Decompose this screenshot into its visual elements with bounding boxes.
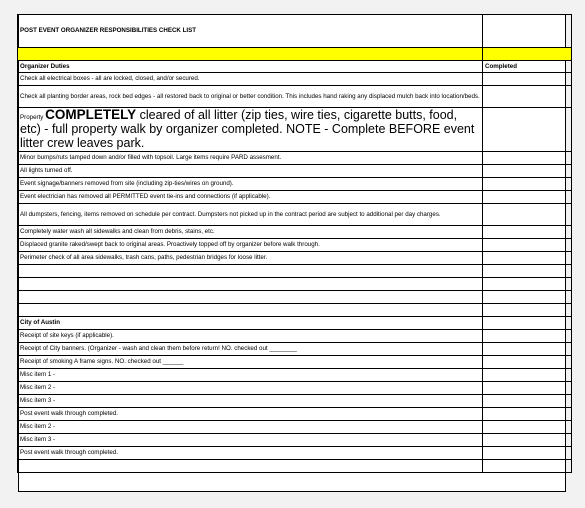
property-prefix: Property: [20, 114, 46, 122]
table-row: [18, 356, 572, 369]
table-row: [18, 330, 572, 343]
task-cell[interactable]: Receipt of smoking A frame signs. NO. checked out ______: [18, 356, 483, 369]
table-row: [18, 178, 572, 191]
completed-cell[interactable]: [483, 343, 572, 356]
highlight-cell[interactable]: [18, 48, 483, 61]
completed-cell[interactable]: [483, 395, 572, 408]
empty-row: [18, 265, 572, 278]
section-header-row: [18, 317, 572, 330]
completed-cell[interactable]: [483, 447, 572, 460]
section-header-row: [18, 61, 572, 73]
table-row: [18, 408, 572, 421]
completed-cell[interactable]: [483, 204, 572, 226]
table-row: [18, 447, 572, 460]
highlight-row: [18, 48, 572, 61]
empty-row: [18, 278, 572, 291]
table-row: [18, 343, 572, 356]
section-header-city-of-austin[interactable]: City of Austin: [18, 317, 483, 330]
table-row: [18, 369, 572, 382]
task-cell[interactable]: All dumpsters, fencing, items removed on schedule per contract. Dumpsters not picked up in the contract period are subject to additional per day charges.: [18, 204, 483, 226]
completed-cell[interactable]: [483, 252, 572, 265]
completed-cell[interactable]: [483, 178, 572, 191]
title-cell[interactable]: POST EVENT ORGANIZER RESPONSIBILITIES CHECK LIST: [18, 15, 483, 48]
completed-cell[interactable]: [483, 369, 572, 382]
table-row: [18, 191, 572, 204]
completed-cell[interactable]: [483, 421, 572, 434]
empty-row: [18, 460, 572, 473]
empty-cell[interactable]: [483, 460, 572, 473]
completed-cell[interactable]: [483, 408, 572, 421]
checklist-table: [17, 14, 572, 473]
table-row: [18, 395, 572, 408]
task-cell[interactable]: Misc item 3 -: [18, 434, 483, 447]
completed-cell[interactable]: [483, 191, 572, 204]
completed-column-header[interactable]: Completed: [483, 61, 572, 73]
task-cell[interactable]: Event electrician has removed all PERMITTED event tie-ins and connections (if applicable).: [18, 191, 483, 204]
empty-cell[interactable]: [18, 304, 483, 317]
completed-cell[interactable]: [483, 108, 572, 152]
table-row: [18, 382, 572, 395]
empty-cell[interactable]: [483, 304, 572, 317]
empty-cell[interactable]: [483, 291, 572, 304]
table-row: [18, 73, 572, 86]
completed-cell[interactable]: [483, 317, 572, 330]
task-cell[interactable]: Event signage/banners removed from site (including zip-ties/wires on ground).: [18, 178, 483, 191]
task-cell[interactable]: Receipt of City banners. (Organizer - wash and clean them before return! NO. checked out ________: [18, 343, 483, 356]
task-cell[interactable]: Post event walk through completed.: [18, 408, 483, 421]
empty-cell[interactable]: [18, 278, 483, 291]
task-cell[interactable]: Check all electrical boxes - all are locked, closed, and/or secured.: [18, 73, 483, 86]
completed-cell[interactable]: [483, 73, 572, 86]
task-cell[interactable]: Completely water wash all sidewalks and clean from debris, stains, etc.: [18, 226, 483, 239]
table-row: [18, 108, 572, 152]
task-cell[interactable]: Misc item 2 -: [18, 421, 483, 434]
task-cell[interactable]: Displaced granite raked/swept back to original areas. Proactively topped off by organizer before walk through.: [18, 239, 483, 252]
table-row: [18, 226, 572, 239]
empty-cell[interactable]: [483, 278, 572, 291]
task-cell[interactable]: Receipt of site keys (if applicable).: [18, 330, 483, 343]
table-row: [18, 421, 572, 434]
completed-cell[interactable]: [483, 356, 572, 369]
property-emphasis: COMPLETELY: [45, 107, 137, 123]
empty-cell[interactable]: [18, 291, 483, 304]
completed-cell[interactable]: [483, 226, 572, 239]
empty-cell[interactable]: [483, 265, 572, 278]
table-row: [18, 434, 572, 447]
empty-row: [18, 291, 572, 304]
empty-cell[interactable]: [18, 265, 483, 278]
completed-cell[interactable]: [483, 434, 572, 447]
table-row: [18, 152, 572, 165]
empty-cell[interactable]: [18, 460, 483, 473]
completed-cell[interactable]: [483, 330, 572, 343]
task-cell[interactable]: Misc item 2 -: [18, 382, 483, 395]
table-row: [18, 204, 572, 226]
task-cell[interactable]: Misc item 3 -: [18, 395, 483, 408]
section-header-organizer-duties[interactable]: Organizer Duties: [18, 61, 483, 73]
highlight-cell-2[interactable]: [483, 48, 572, 61]
task-cell[interactable]: All lights turned off.: [18, 165, 483, 178]
completed-cell[interactable]: [483, 152, 572, 165]
property-rest: cleared of all litter (zip ties, wire ties, cigarette butts, food, etc) - full property walk by organizer completed. NOTE - Complete BEFORE event litter crew leaves park.: [20, 108, 475, 150]
completed-cell[interactable]: [483, 239, 572, 252]
completed-cell[interactable]: [483, 86, 572, 108]
title-row: [18, 15, 572, 48]
table-row: [18, 165, 572, 178]
table-row: [18, 252, 572, 265]
task-cell[interactable]: Post event walk through completed.: [18, 447, 483, 460]
empty-row: [18, 304, 572, 317]
completed-cell[interactable]: [483, 165, 572, 178]
task-cell[interactable]: Check all planting border areas, rock bed edges - all restored back to original or better condition. This includes hand raking any displaced mulch back into location/beds.: [18, 86, 483, 108]
task-cell-property[interactable]: [18, 108, 483, 152]
title-completed-cell[interactable]: [483, 15, 572, 48]
task-cell[interactable]: Perimeter check of all area sidewalks, trash cans, paths, pedestrian bridges for loose litter.: [18, 252, 483, 265]
task-cell[interactable]: Misc item 1 -: [18, 369, 483, 382]
task-cell[interactable]: Minor bumps/ruts tamped down and/or filled with topsoil. Large items require PARD assesment.: [18, 152, 483, 165]
table-row: [18, 239, 572, 252]
completed-cell[interactable]: [483, 382, 572, 395]
table-row: [18, 86, 572, 108]
